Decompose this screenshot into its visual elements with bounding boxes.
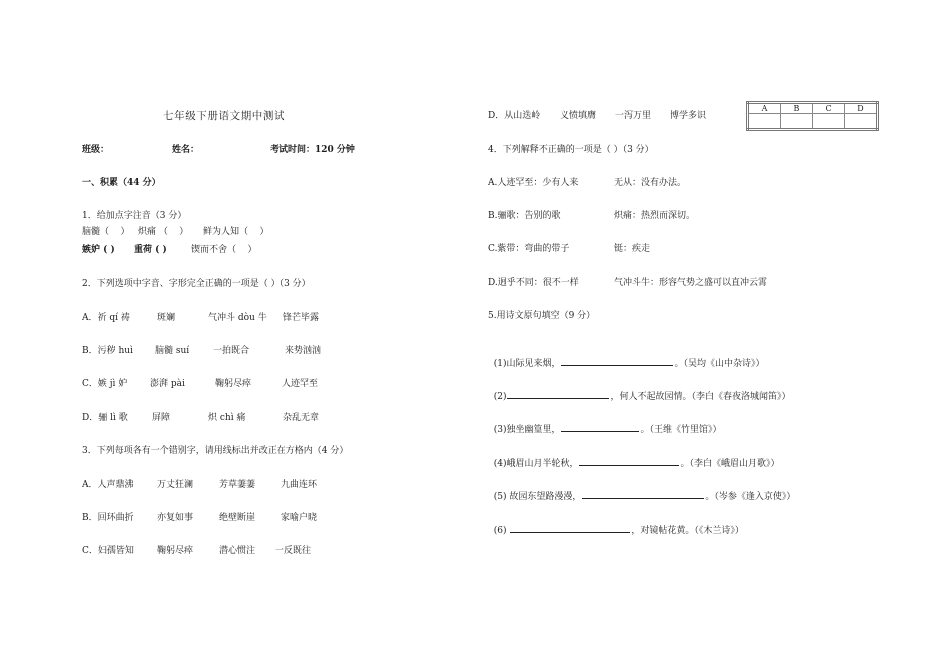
q1-item: 炽痛 （ ） — [138, 227, 189, 237]
q4-option-d-second: 气冲斗牛：形容气势之盛可以直冲云霄 — [614, 278, 768, 288]
answer-blank — [510, 523, 630, 533]
q5-item-text: (5) 故园东望路漫漫， — [493, 492, 582, 502]
q2-option-c-word: 人迹罕至 — [282, 379, 319, 389]
answer-cell-a — [748, 114, 781, 130]
answer-box-header-c: C — [813, 103, 845, 114]
q2-option-b: B．污秽 huì — [82, 346, 133, 356]
q2-option-c-word: 鞠躬尽瘁 — [215, 379, 252, 389]
q3-option-c-word: 一反既往 — [275, 546, 312, 556]
q3-option-a-word: 九曲连环 — [281, 480, 318, 490]
q1-item: 嫉妒 ( ) — [82, 245, 115, 255]
q5-item-5 — [488, 477, 795, 503]
q4-option-c: C.紫带：弯曲的带子 — [488, 244, 570, 254]
q3-option-d-word: 博学多识 — [670, 111, 707, 121]
q3-option-d: D．从山迭岭 — [488, 111, 541, 121]
q1-item: 鲜为人知（ ） — [203, 227, 269, 237]
q4-option-d: D.迥乎不同：很不一样 — [488, 278, 579, 288]
question-1-prompt: 1．给加点字注音（3 分） — [82, 211, 187, 221]
q2-option-b-word: 一拍既合 — [213, 346, 250, 356]
q3-option-d-word: 义愤填膺 — [560, 111, 597, 121]
q5-item-source: 。（吴均《山中杂诗》） — [674, 359, 765, 369]
q5-item-text: (6) — [493, 526, 510, 536]
answer-blank — [582, 489, 704, 499]
answer-cell-d — [845, 114, 878, 130]
q5-item-text: (1)山际见来烟， — [493, 359, 561, 369]
answer-cell-c — [813, 114, 845, 130]
name-label: 姓名： — [172, 145, 200, 155]
q5-item-text: (2) — [493, 392, 507, 402]
question-2-prompt: 2．下列选项中字音、字形完全正确的一项是（ ）（3 分） — [82, 279, 311, 289]
q4-option-c-second: 铤：疾走 — [614, 244, 651, 254]
class-label: 班级： — [82, 145, 110, 155]
question-4-prompt: 4．下列解释不正确的一项是（ ）（3 分） — [488, 145, 654, 155]
answer-cell-b — [781, 114, 813, 130]
q5-item-source: 。（李白《峨眉山月歌》） — [680, 459, 780, 469]
q5-item-text: (3)独坐幽篁里， — [493, 425, 561, 435]
q2-option-d-word: 杂乱无章 — [283, 413, 320, 423]
q2-option-d-word: 炽 chì 痛 — [208, 413, 246, 423]
answer-box-header-b: B — [781, 103, 813, 114]
q5-item-4 — [488, 444, 780, 470]
q2-option-d-word: 屏障 — [152, 413, 171, 423]
q2-option-b-word: 脑髓 suí — [155, 346, 190, 356]
q1-item: 重荷 ( ) — [134, 245, 167, 255]
exam-title: 七年级下册语文期中测试 — [163, 110, 286, 122]
q5-item-source: ，何人不起故园情。（李白《春夜洛城闻笛》） — [610, 392, 791, 402]
q3-option-d-word: 一泻万里 — [615, 111, 652, 121]
q5-item-2 — [488, 377, 791, 403]
q2-option-d: D．骊 lì 歌 — [82, 413, 128, 423]
q1-item: 脑髓（ ） — [82, 227, 130, 237]
question-5-prompt: 5.用诗文原句填空（9 分） — [488, 311, 596, 321]
section-heading-accumulation: 一、积累（44 分） — [82, 178, 161, 188]
q5-item-text: (4)峨眉山月半轮秋， — [493, 459, 579, 469]
question-3-prompt: 3．下列每项各有一个错别字，请用线标出并改正在方格内（4 分） — [82, 446, 349, 456]
answer-blank — [561, 356, 673, 366]
answer-blank — [507, 389, 609, 399]
q4-option-a: A.人迹罕至：少有人来 — [488, 178, 579, 188]
q5-item-6 — [488, 511, 744, 537]
q5-item-1 — [488, 344, 765, 370]
q3-option-b-word: 绝壁断崖 — [219, 513, 256, 523]
answer-box-header-a: A — [748, 103, 781, 114]
q3-option-c: C．妇孺皆知 — [82, 546, 134, 556]
answer-blank — [579, 456, 679, 466]
q3-option-a-word: 万丈狂澜 — [157, 480, 194, 490]
exam-time-label: 考试时间：120 分钟 — [270, 145, 355, 155]
q2-option-b-word: 来势汹汹 — [285, 346, 322, 356]
answer-box — [746, 101, 879, 131]
q1-item: 锲而不舍（ ） — [191, 245, 257, 255]
q3-option-b-word: 亦复如事 — [157, 513, 194, 523]
q4-option-b-second: 炽痛：热烈而深切。 — [614, 211, 696, 221]
q3-option-c-word: 潜心惯注 — [219, 546, 256, 556]
q2-option-a: A．祈 qí 祷 — [82, 313, 130, 323]
q3-option-a-word: 芳草萋萋 — [219, 480, 256, 490]
answer-blank — [561, 422, 639, 432]
q2-option-a-word: 气冲斗 dòu 牛 — [208, 313, 267, 323]
q3-option-c-word: 鞠躬尽瘁 — [157, 546, 194, 556]
q5-item-3 — [488, 410, 722, 436]
q4-option-a-second: 无从：没有办法。 — [614, 178, 687, 188]
answer-box-header-d: D — [845, 103, 878, 114]
q5-item-source: 。（岑参《逢入京使》） — [705, 492, 796, 502]
q4-option-b: B.骊歌：告别的歌 — [488, 211, 561, 221]
q2-option-c: C．嫉 jì 妒 — [82, 379, 128, 389]
q3-option-b-word: 家喻户晓 — [281, 513, 318, 523]
q5-item-source: 。（王维《竹里馆》） — [640, 425, 722, 435]
q2-option-a-word: 斑斓 — [157, 313, 176, 323]
q2-option-a-word: 锋芒毕露 — [283, 313, 320, 323]
q3-option-b: B．回环曲折 — [82, 513, 134, 523]
q5-item-source: ，对镜帖花黄。（《木兰诗》） — [631, 526, 744, 536]
q2-option-c-word: 澎湃 pài — [150, 379, 185, 389]
q3-option-a: A．人声鼎沸 — [82, 480, 134, 490]
